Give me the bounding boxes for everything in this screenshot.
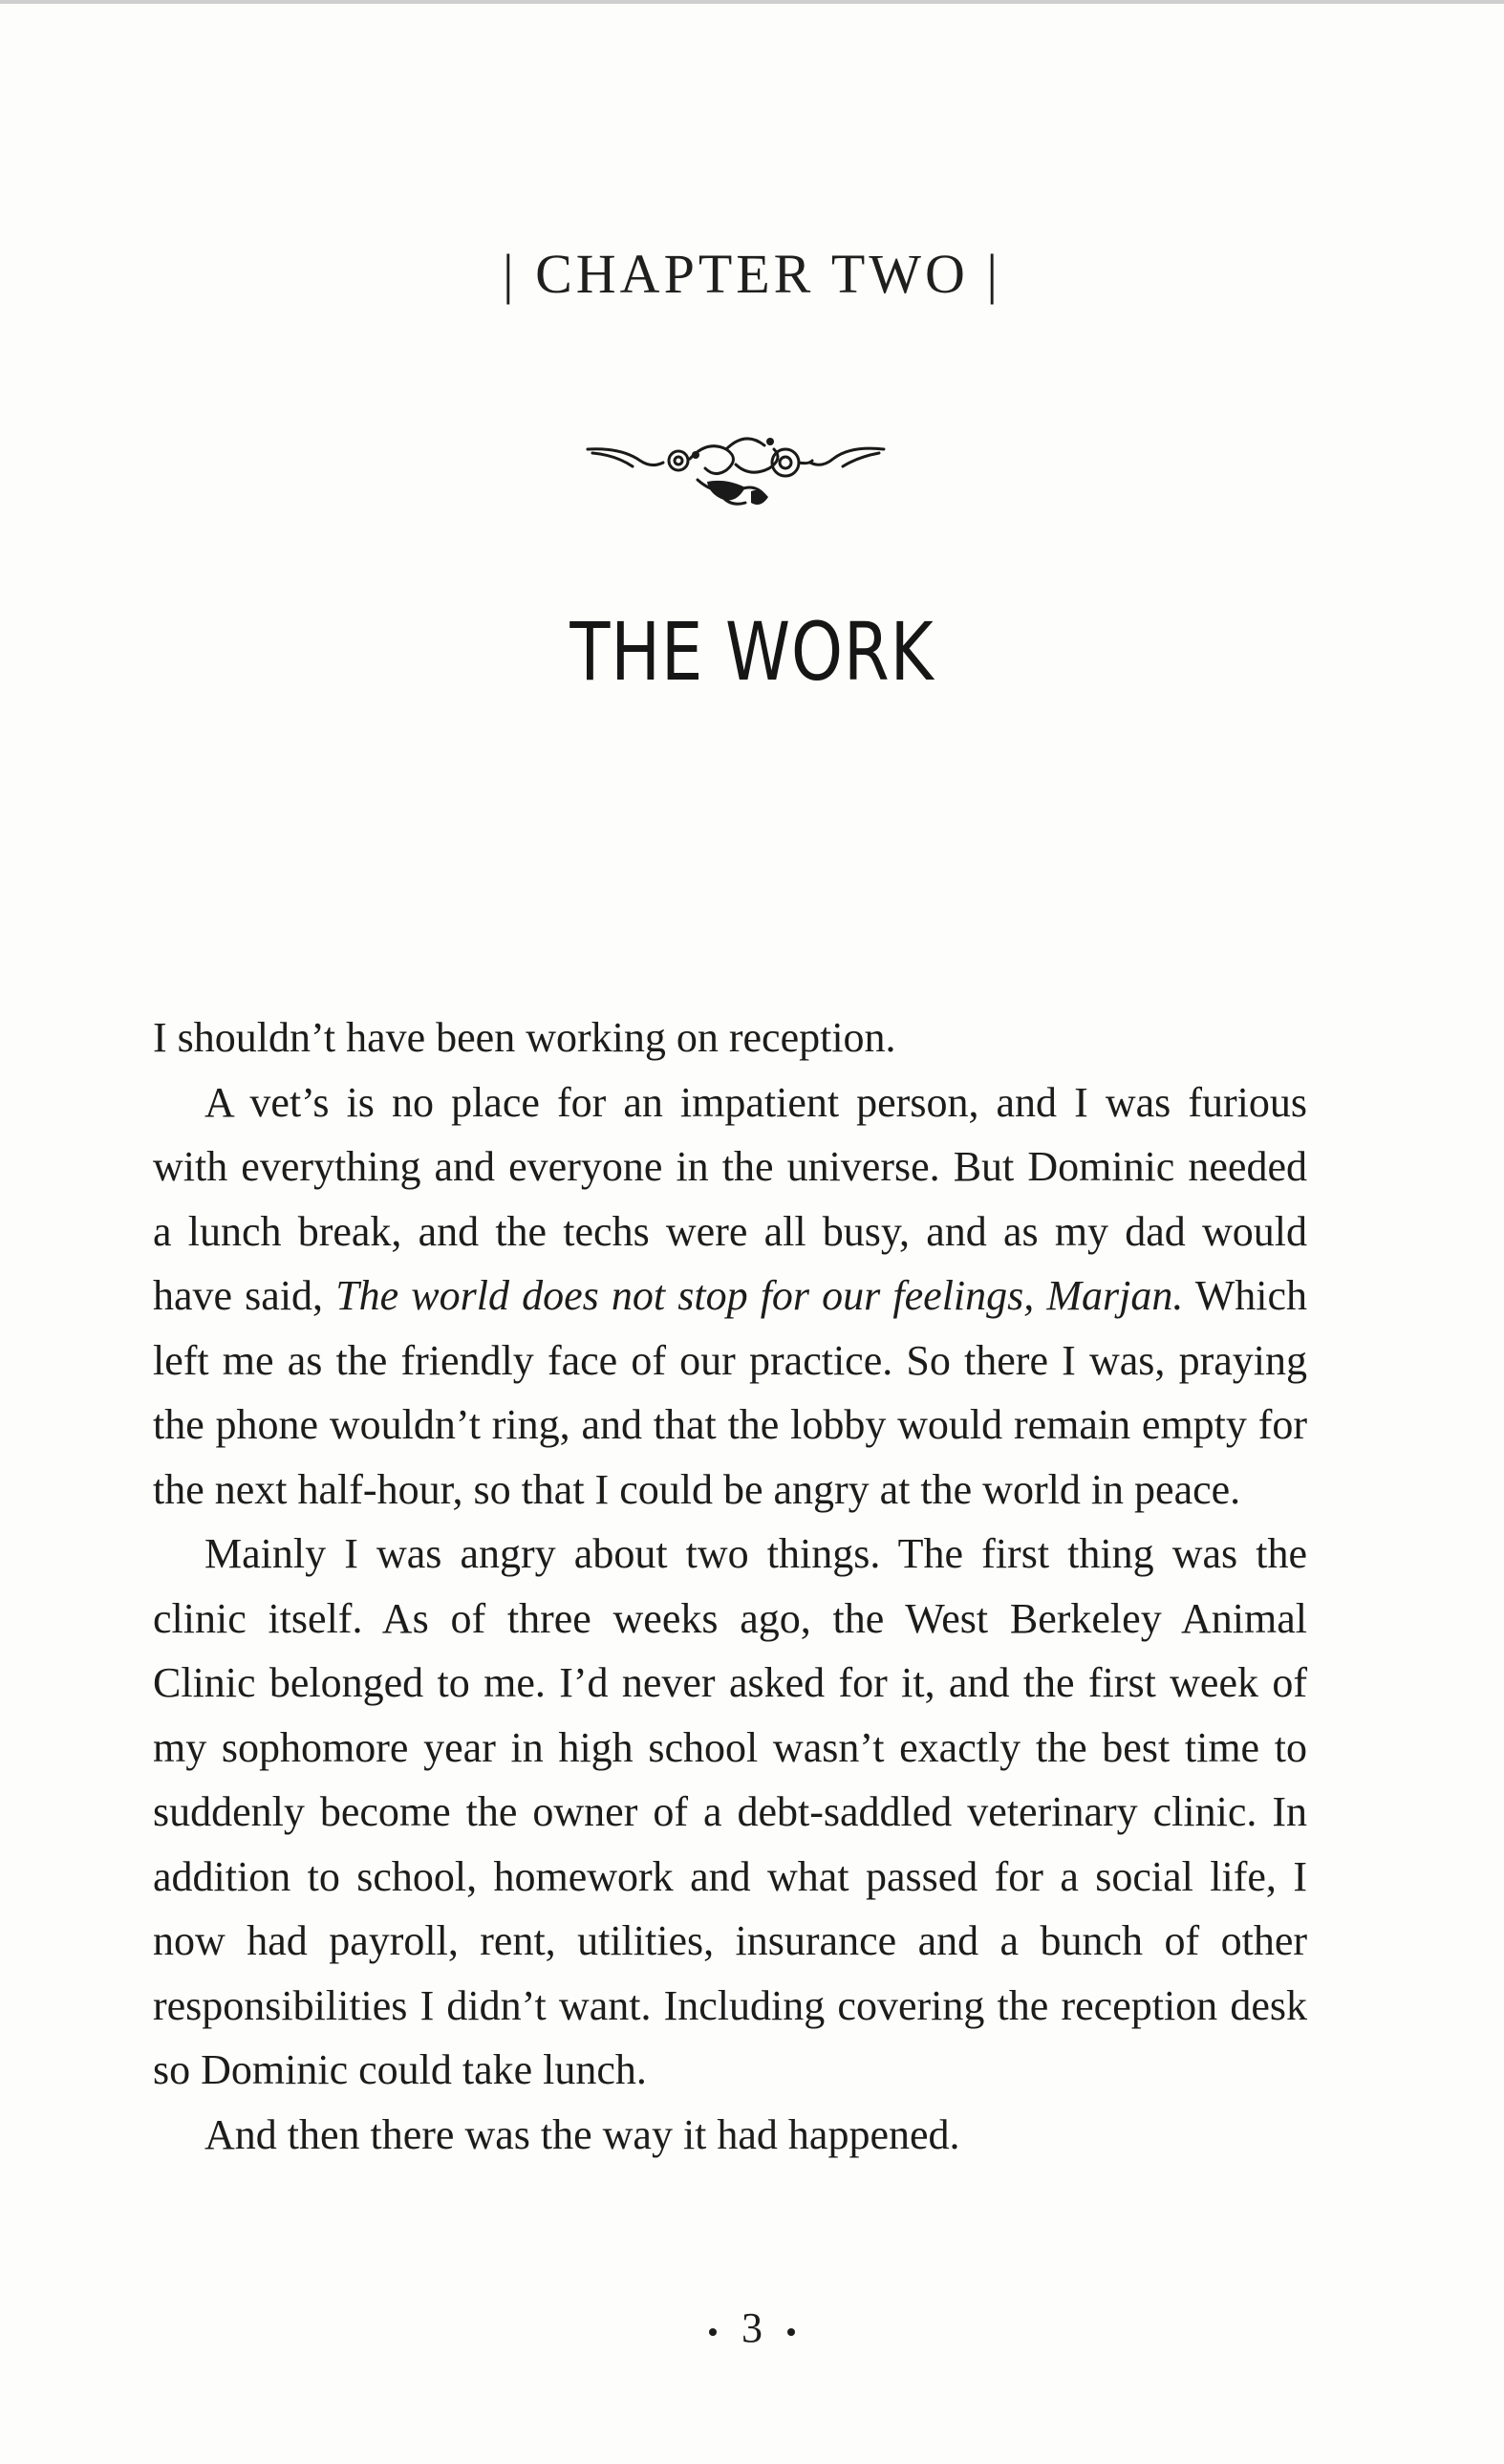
page-top-edge (0, 0, 1504, 4)
bullet-dot-icon (787, 2328, 795, 2336)
paragraph-2-text-b: Which left me as the friendly face of our practice. So there I was, praying the phone wouldn’t ring, and that the lobby would remain empty for the next half-hour, so that I could be angry at the world in peace. (153, 1272, 1307, 1513)
bullet-dot-icon (709, 2328, 717, 2336)
chapter-body (153, 1005, 1307, 2167)
paragraph-1: I shouldn’t have been working on reception. (153, 1014, 896, 1061)
paragraph-4: And then there was the way it had happened. (204, 2110, 960, 2158)
floral-flourish-icon (583, 421, 889, 526)
paragraph-3: Mainly I was angry about two things. The first thing was the clinic itself. As of three weeks ago, the West Berkeley Animal Clinic belonged to me. I’d never asked for it, and the first week of my sophomore year in high school wasn’t exactly the best time to suddenly become the owner of a debt-saddled veterinary clinic. In addition to school, homework and what passed for a social life, I now had payroll, rent, utilities, insurance and a bunch of other responsibilities I didn’t want. Including covering the reception desk so Dominic could take lunch. (153, 1530, 1307, 2093)
paragraph-2 (153, 1070, 1307, 1523)
page-number: 3 (741, 2304, 763, 2351)
chapter-title: THE WORK (569, 605, 935, 699)
paragraph-2-italic-quote: The world does not stop for our feelings, Marjan. (335, 1272, 1184, 1319)
page-number-footer (0, 2304, 1504, 2351)
paragraph-2-text-a: A vet’s is no place for an impatient person, and I was furious with everything and everyone in the universe. But Dominic needed a lunch break, and the techs were all busy, and as my dad would have said, (153, 1078, 1307, 1319)
chapter-label: | CHAPTER TWO | (503, 243, 1001, 305)
